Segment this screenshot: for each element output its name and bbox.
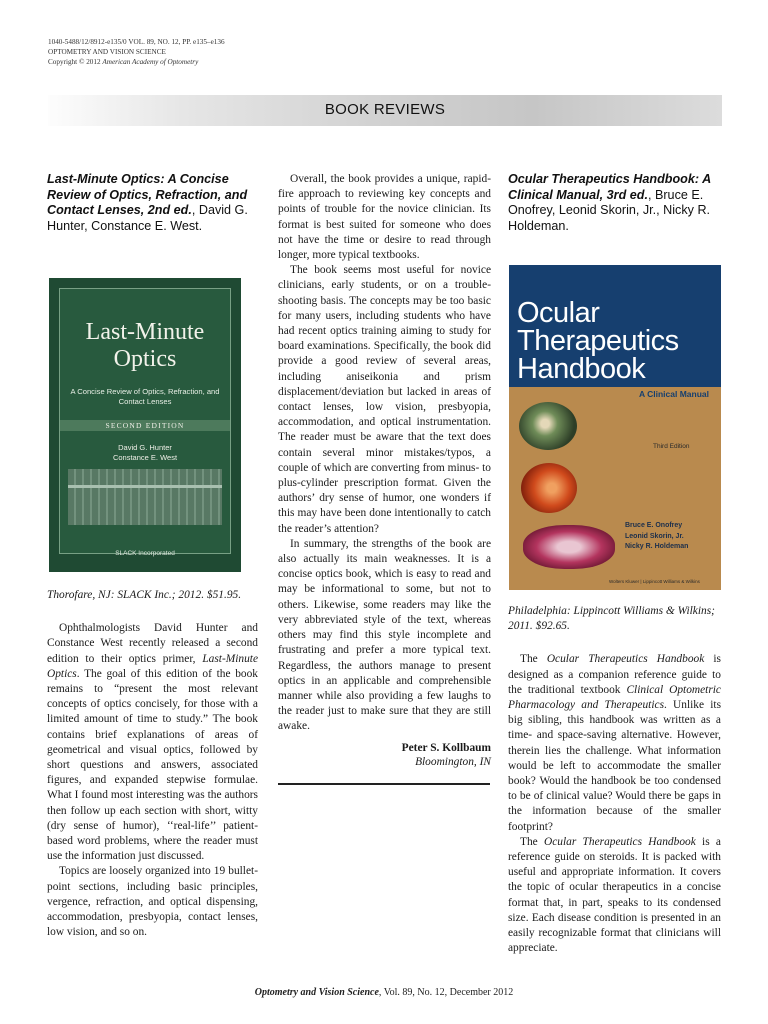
- cover-illustration: [68, 469, 222, 525]
- review1-book-authors: , David G. Hunter, Constance E. West.: [47, 203, 248, 233]
- footer-issue-info: , Vol. 89, No. 12, December 2012: [378, 987, 514, 998]
- cover-author-1: David G. Hunter: [118, 443, 172, 452]
- cover-edition-band: SECOND EDITION: [60, 420, 230, 431]
- cover2-publisher-logo: Wolters Kluwer | Lippincott Williams & Wilkins: [609, 579, 700, 584]
- cover2-edition: Third Edition: [653, 443, 690, 450]
- review2-p1-text-c: . Unlike its big sibling, this handbook was written as a time- and space-saving alternative. However, therein lies the challenge. What information would be left to accommodate the smaller book? Would the handbook be too condensed to be of clinical value? Would there be gaps in the information because of the smaller footprint?: [508, 699, 722, 833]
- review2-p2-book-ref: Ocular Therapeutics Handbook: [544, 835, 696, 848]
- cover-subtitle: A Concise Review of Optics, Refraction, and Contact Lenses: [70, 387, 220, 406]
- review1-publication-info: Thorofare, NJ: SLACK Inc.; 2012. $51.95.: [47, 589, 242, 601]
- review2-p2-text-b: is a reference guide on steroids. It is packed with useful and appropriate information. It covers the topic of ocular therapeutics in a concise format that, in part, speaks to its condensed size. Each disease condition is presented in an easily recognizable format that clinicians will appreciate.: [508, 835, 721, 955]
- cover2-title-line-2: Therapeutics: [517, 325, 679, 357]
- review2-publication-info: Philadelphia: Lippincott Williams & Wilkins; 2011. $92.65.: [508, 605, 715, 633]
- metadata-journal-line: OPTOMETRY AND VISION SCIENCE: [48, 48, 166, 56]
- review1-p1-text-b: . The goal of this edition of the book remains to “present the most relevant concepts of optics concisely, for those with a limited amount of time to study.” The book contains brief explanations of areas of geometrical and visual optics, followed by short questions and answers, associated figures, and expanded stepwise formulae. What I found most interesting was the authors then follow up each section with short, witty (dry sense of humor), ‘‘real-life’’ patient-based word problems, where the reader must use the information just discussed.: [47, 667, 258, 863]
- review2-p2-text-a: The: [520, 835, 544, 848]
- cover-illustration-pencil: [68, 485, 222, 488]
- review1-p1-text-a: Ophthalmologists David Hunter and Constance West recently released a second edition to their optics primer,: [47, 622, 258, 665]
- cover-publisher: SLACK Incorporated: [115, 550, 175, 557]
- review2-book-title: Ocular Therapeutics Handbook: A Clinical Manual, 3rd ed.: [508, 172, 711, 202]
- review2-p1-text-a: The: [520, 653, 547, 666]
- review2-p1-text-b: is designed as a companion reference guide to the traditional textbook: [508, 653, 721, 696]
- review1-body-left: [47, 588, 258, 940]
- review2-book-authors: , Bruce E. Onofrey, Leonid Skorin, Jr., Nicky R. Holdeman.: [508, 187, 711, 233]
- copyright-holder: American Academy of Optometry: [102, 58, 199, 66]
- review1-signature: [278, 741, 491, 769]
- cover2-eye-photo-2: [521, 463, 577, 513]
- review1-paragraph-1: [47, 621, 258, 864]
- review2-p1-textbook-ref: Clinical Optometric Pharmacology and Therapeutics: [508, 683, 721, 712]
- cover2-author-3: Nicky R. Holdeman: [625, 543, 689, 550]
- review1-book-cover: [49, 278, 241, 572]
- review1-column-middle: [278, 172, 491, 785]
- cover2-subtitle: A Clinical Manual: [638, 389, 709, 399]
- cover2-authors: [625, 521, 688, 553]
- cover2-title: [517, 299, 679, 383]
- cover2-title-panel: [509, 265, 721, 387]
- cover-authors: [60, 443, 230, 463]
- review1-paragraph-3: Overall, the book provides a unique, rapid-fire approach to reviewing key concepts and points of trouble for the novice clinician. Its format is best suited for someone who does not have the time or desire to read through longer, more typical textbooks.: [278, 173, 491, 262]
- cover2-eye-photo-3: [523, 525, 615, 569]
- section-title: BOOK REVIEWS: [324, 101, 446, 118]
- review1-paragraph-5: In summary, the strengths of the book are also actually its main weaknesses. It is a concise optics book, which is easy to read and may be informational to some, but not to others. Likewise, some readers may like the very abbreviated style of the text, whereas others may find this style incomplete and frustrating and prefer a more typical text. Regardless, the authors manage to present optics in an applicable and comprehensible manner while also providing a few laughs to the reader just to make sure that they are still awake.: [278, 537, 491, 733]
- review2-paragraph-1: [508, 652, 721, 834]
- reviewer-name: Peter S. Kollbaum: [401, 741, 491, 754]
- cover-title: Last-Minute Optics: [85, 319, 205, 372]
- review1-paragraph-2: Topics are loosely organized into 19 bullet-point sections, including basic principles, vergence, refraction, and optical dispensing, accommodation, presbyopia, contact lenses, low vision, and so on.: [47, 865, 258, 939]
- cover2-author-2: Leonid Skorin, Jr.: [625, 532, 684, 540]
- cover2-eye-photo-1: [519, 402, 577, 450]
- cover-author-2: Constance E. West: [112, 453, 178, 462]
- review2-heading: [508, 172, 721, 234]
- cover2-title-line-3: Handbook: [517, 353, 646, 385]
- review1-p1-book-ref: Last-Minute Optics: [47, 652, 258, 680]
- copyright-text: Copyright © 2012: [48, 58, 103, 66]
- review2-column-right: [508, 172, 721, 234]
- review2-book-cover: [509, 265, 721, 590]
- review-divider: [278, 783, 490, 785]
- cover-frame: [59, 288, 231, 554]
- review1-column-left: [47, 172, 258, 234]
- metadata-volume-line: 1040-5488/12/8912-e135/0 VOL. 89, NO. 12, PP. e135–e136: [48, 38, 225, 46]
- cover2-author-1: Bruce E. Onofrey: [625, 522, 683, 529]
- journal-metadata: [48, 37, 225, 67]
- review2-paragraph-2: [508, 835, 721, 957]
- page-footer: [0, 987, 768, 998]
- review1-book-title: Last-Minute Optics: A Concise Review of Optics, Refraction, and Contact Lenses, 2nd ed.: [47, 172, 248, 217]
- metadata-copyright-line: [48, 57, 225, 67]
- review1-paragraph-4: The book seems most useful for novice clinicians, early students, or on a trouble-shooting basis. The concepts may be too basic for many users, including students who have had recent optics training aiming to study for board examinations. Specifically, the book did provide a good review of several areas, including aniseikonia and prism displacement/deviation but lacked in areas of contact lenses, low vision, presbyopia, accommodation, and optical instrumentation. The reader must be aware that the text does contain several minor mistakes/typos, a couple of which are converting from minus- to plus-cylinder prescription format. Given the authors’ dry sense of humor, one wonders if this may have been done intentionally to catch the reader’s attention?: [278, 264, 491, 535]
- section-banner: [48, 95, 722, 126]
- review2-p1-book-ref: Ocular Therapeutics Handbook: [546, 653, 705, 666]
- review1-heading: [47, 172, 258, 234]
- reviewer-location: Bloomington, IN: [415, 755, 491, 768]
- cover2-title-line-1: Ocular: [517, 297, 600, 329]
- footer-journal-name: Optometry and Vision Science: [254, 987, 379, 998]
- review2-body-right: [508, 604, 721, 956]
